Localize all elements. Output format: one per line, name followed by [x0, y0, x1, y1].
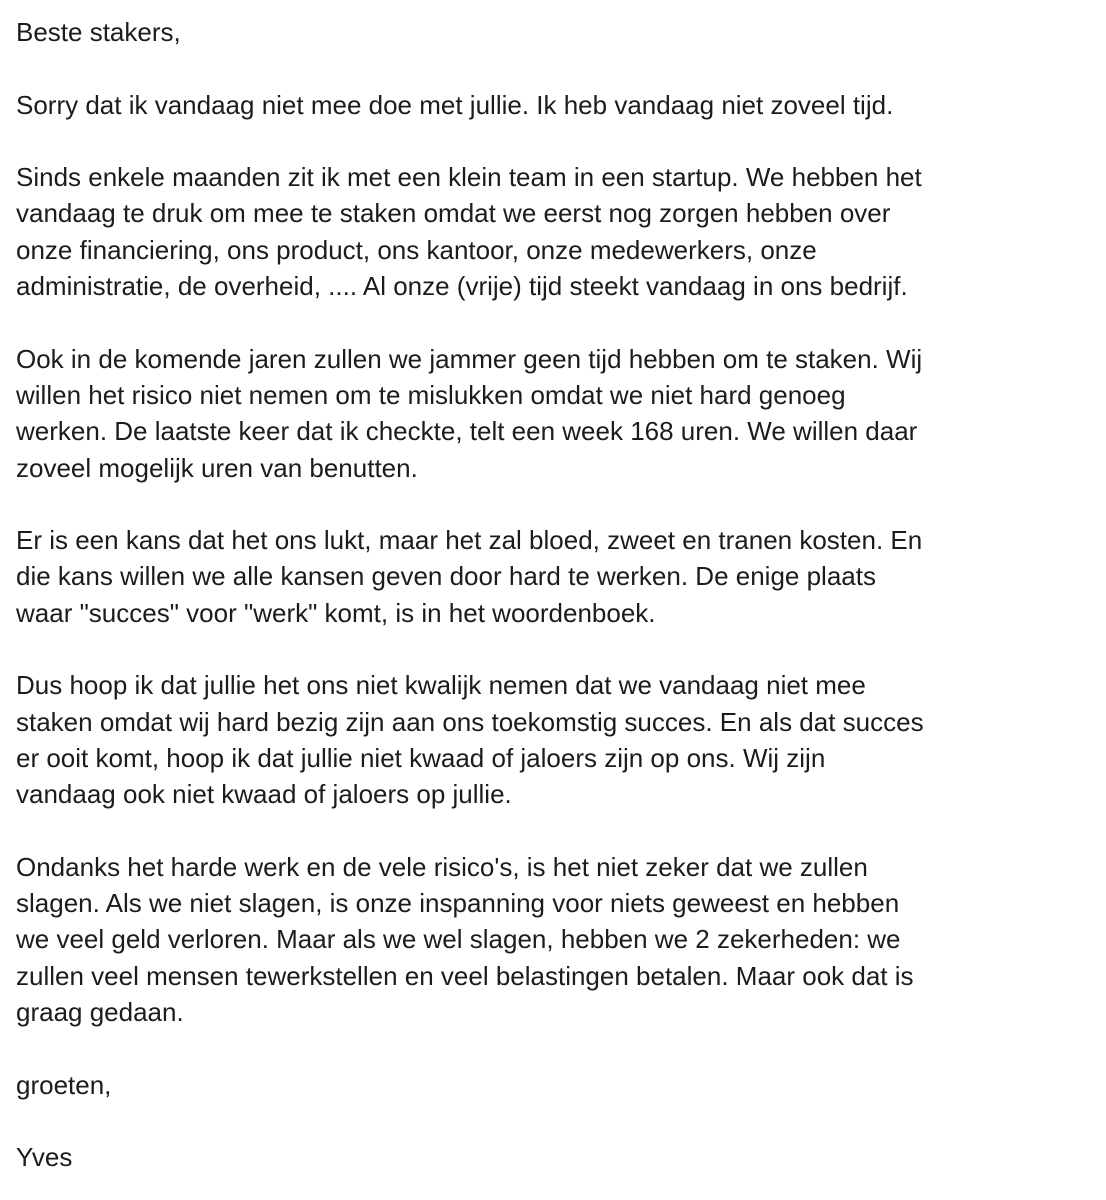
text-line: Er is een kans dat het ons lukt, maar het zal bloed, zweet en tranen kosten. En: [16, 525, 923, 556]
text-line: Ook in de komende jaren zullen we jammer geen tijd hebben om te staken. Wij: [16, 343, 923, 374]
text-line: zullen veel mensen tewerkstellen en veel belastingen betalen. Maar ook dat is: [16, 960, 914, 991]
text-line: staken omdat wij hard bezig zijn aan ons toekomstig succes. En als dat succes: [16, 706, 924, 737]
text-line: er ooit komt, hoop ik dat jullie niet kwaad of jaloers zijn op ons. Wij zijn: [16, 742, 826, 773]
text-line: willen het risico niet nemen om te mislukken omdat we niet hard genoeg: [16, 379, 846, 410]
text-line: onze financiering, ons product, ons kantoor, onze medewerkers, onze: [16, 234, 817, 265]
text-line: die kans willen we alle kansen geven door hard te werken. De enige plaats: [16, 561, 876, 592]
text-line: slagen. Als we niet slagen, is onze inspanning voor niets geweest en hebben: [16, 888, 900, 919]
closing-text: groeten,: [16, 1069, 112, 1100]
text-line: Ondanks het harde werk en de vele risico's, is het niet zeker dat we zullen: [16, 851, 868, 882]
letter-signature: [16, 1139, 1098, 1175]
paragraph-apology: [16, 87, 1098, 123]
text-line: we veel geld verloren. Maar als we wel slagen, hebben we 2 zekerheden: we: [16, 924, 901, 955]
letter-closing: [16, 1067, 1098, 1103]
text-line: vandaag te druk om mee te staken omdat we eerst nog zorgen hebben over: [16, 198, 891, 229]
text-line: waar "succes" voor "werk" komt, is in het woordenboek.: [16, 597, 656, 628]
text-line: werken. De laatste keer dat ik checkte, telt een week 168 uren. We willen daar: [16, 416, 918, 447]
text-line: vandaag ook niet kwaad of jaloers op jullie.: [16, 779, 512, 810]
signature-text: Yves: [16, 1142, 73, 1173]
text-line: Sorry dat ik vandaag niet mee doe met jullie. Ik heb vandaag niet zoveel tijd.: [16, 89, 894, 120]
text-line: Sinds enkele maanden zit ik met een klein team in een startup. We hebben het: [16, 162, 922, 193]
letter-greeting: [16, 14, 1098, 50]
text-line: graag gedaan.: [16, 997, 184, 1028]
paragraph-chance: [16, 522, 1098, 631]
paragraph-startup: [16, 159, 1098, 304]
paragraph-hope: [16, 667, 1098, 812]
greeting-text: Beste stakers,: [16, 17, 181, 47]
paragraph-coming-years: [16, 341, 1098, 486]
text-line: administratie, de overheid, .... Al onze (vrije) tijd steekt vandaag in ons bedrijf.: [16, 271, 908, 302]
text-line: zoveel mogelijk uren van benutten.: [16, 452, 418, 483]
text-line: Dus hoop ik dat jullie het ons niet kwalijk nemen dat we vandaag niet mee: [16, 670, 866, 701]
paragraph-risks: [16, 849, 1098, 1030]
letter-body: [16, 14, 1098, 1176]
